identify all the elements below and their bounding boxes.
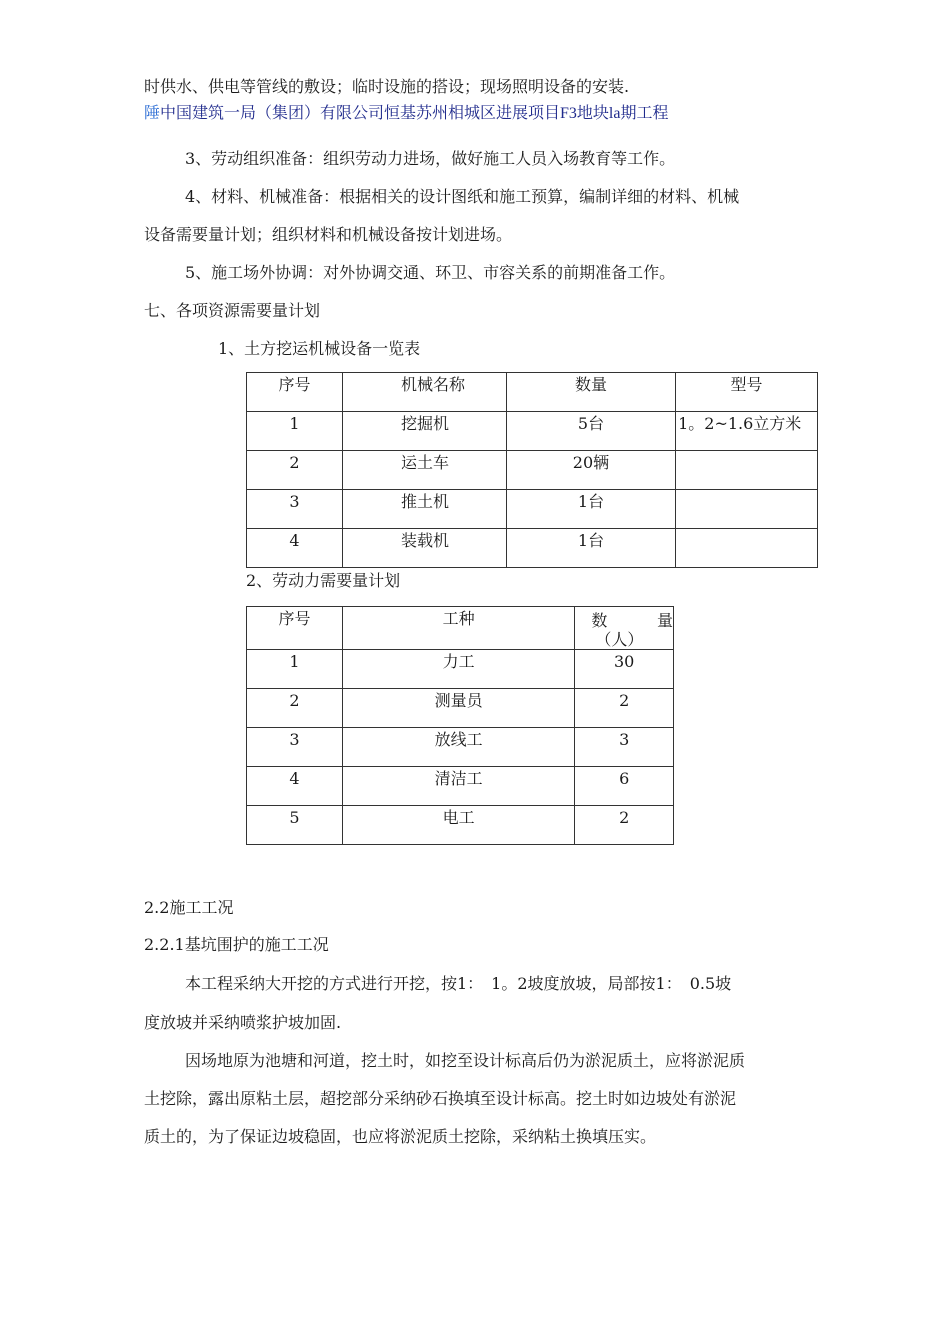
cell: 放线工 bbox=[343, 728, 575, 767]
text-line: 时供水、供电等管线的敷设；临时设施的搭设；现场照明设备的安装. bbox=[144, 77, 630, 96]
header-cell: 型号 bbox=[676, 373, 818, 412]
cell bbox=[676, 490, 818, 529]
machinery-table bbox=[246, 372, 818, 568]
cell: 清洁工 bbox=[343, 767, 575, 806]
project-header bbox=[144, 103, 668, 125]
cell: 6 bbox=[575, 767, 674, 806]
table-row bbox=[247, 529, 818, 568]
header-mark: 陲 bbox=[144, 105, 161, 122]
header-cell: 工种 bbox=[343, 607, 575, 650]
cell: 测量员 bbox=[343, 689, 575, 728]
cell: 推土机 bbox=[343, 490, 507, 529]
cell: 5 bbox=[247, 806, 343, 845]
paragraph-1-line2: 度放坡并采纳喷浆护坡加固. bbox=[144, 1013, 342, 1032]
cell: 4 bbox=[247, 529, 343, 568]
table2-caption: 2、劳动力需要量计划 bbox=[246, 571, 401, 590]
cell: 5台 bbox=[506, 412, 675, 451]
cell: 1。2~1.6立方米 bbox=[676, 412, 818, 451]
section-2-2: 2.2施工工况 bbox=[144, 898, 234, 917]
paragraph-2-line2: 土挖除，露出原粘土层，超挖部分采纳砂石换填至设计标高。挖土时如边坡处有淤泥 bbox=[144, 1089, 737, 1108]
section-2-2-1: 2.2.1基坑围护的施工工况 bbox=[144, 935, 329, 954]
labor-table bbox=[246, 606, 674, 845]
header-cell: 序号 bbox=[247, 373, 343, 412]
table-row bbox=[247, 728, 674, 767]
cell bbox=[676, 451, 818, 490]
cell: 力工 bbox=[343, 650, 575, 689]
table-header-row bbox=[247, 607, 674, 650]
cell: 30 bbox=[575, 650, 674, 689]
item-4-line2: 设备需要量计划；组织材料和机械设备按计划进场。 bbox=[144, 225, 513, 244]
cell: 4 bbox=[247, 767, 343, 806]
table-row bbox=[247, 689, 674, 728]
cell bbox=[676, 529, 818, 568]
cell: 运土车 bbox=[343, 451, 507, 490]
cell: 3 bbox=[575, 728, 674, 767]
item-3: 3、劳动组织准备：组织劳动力进场，做好施工人员入场教育等工作。 bbox=[185, 149, 676, 168]
cell: 挖掘机 bbox=[343, 412, 507, 451]
cell: 1 bbox=[247, 412, 343, 451]
table-row bbox=[247, 451, 818, 490]
cell: 1 bbox=[247, 650, 343, 689]
cell: 2 bbox=[575, 806, 674, 845]
table-row bbox=[247, 412, 818, 451]
cell: 装载机 bbox=[343, 529, 507, 568]
table-row bbox=[247, 490, 818, 529]
cell: 2 bbox=[247, 451, 343, 490]
cell: 3 bbox=[247, 490, 343, 529]
paragraph-2-line3: 质土的，为了保证边坡稳固，也应将淤泥质土挖除，采纳粘土换填压实。 bbox=[144, 1127, 657, 1146]
cell: 1台 bbox=[506, 490, 675, 529]
item-4-line1: 4、材料、机械准备：根据相关的设计图纸和施工预算，编制详细的材料、机械 bbox=[185, 187, 740, 206]
table1-caption: 1、土方挖运机械设备一览表 bbox=[218, 339, 421, 358]
cell: 20辆 bbox=[506, 451, 675, 490]
section-heading: 七、各项资源需要量计划 bbox=[144, 301, 321, 320]
table-row bbox=[247, 767, 674, 806]
paragraph-1-line1: 本工程采纳大开挖的方式进行开挖，按1： 1。2坡度放坡，局部按1： 0.5坡 bbox=[185, 974, 732, 993]
header-text: 中国建筑一局（集团）有限公司恒基苏州相城区进展项目F3地块la期工程 bbox=[160, 105, 669, 122]
table-row bbox=[247, 650, 674, 689]
table-row bbox=[247, 806, 674, 845]
cell: 电工 bbox=[343, 806, 575, 845]
header-cell: 机械名称 bbox=[343, 373, 507, 412]
table-header-row bbox=[247, 373, 818, 412]
cell: 1台 bbox=[506, 529, 675, 568]
cell: 2 bbox=[247, 689, 343, 728]
header-cell: 序号 bbox=[247, 607, 343, 650]
paragraph-2-line1: 因场地原为池塘和河道，挖土时，如挖至设计标高后仍为淤泥质土，应将淤泥质 bbox=[185, 1051, 746, 1070]
cell: 3 bbox=[247, 728, 343, 767]
header-cell: 数量 bbox=[506, 373, 675, 412]
cell: 2 bbox=[575, 689, 674, 728]
item-5: 5、施工场外协调：对外协调交通、环卫、市容关系的前期准备工作。 bbox=[185, 263, 676, 282]
header-cell: 数 量 （人） bbox=[575, 607, 674, 650]
